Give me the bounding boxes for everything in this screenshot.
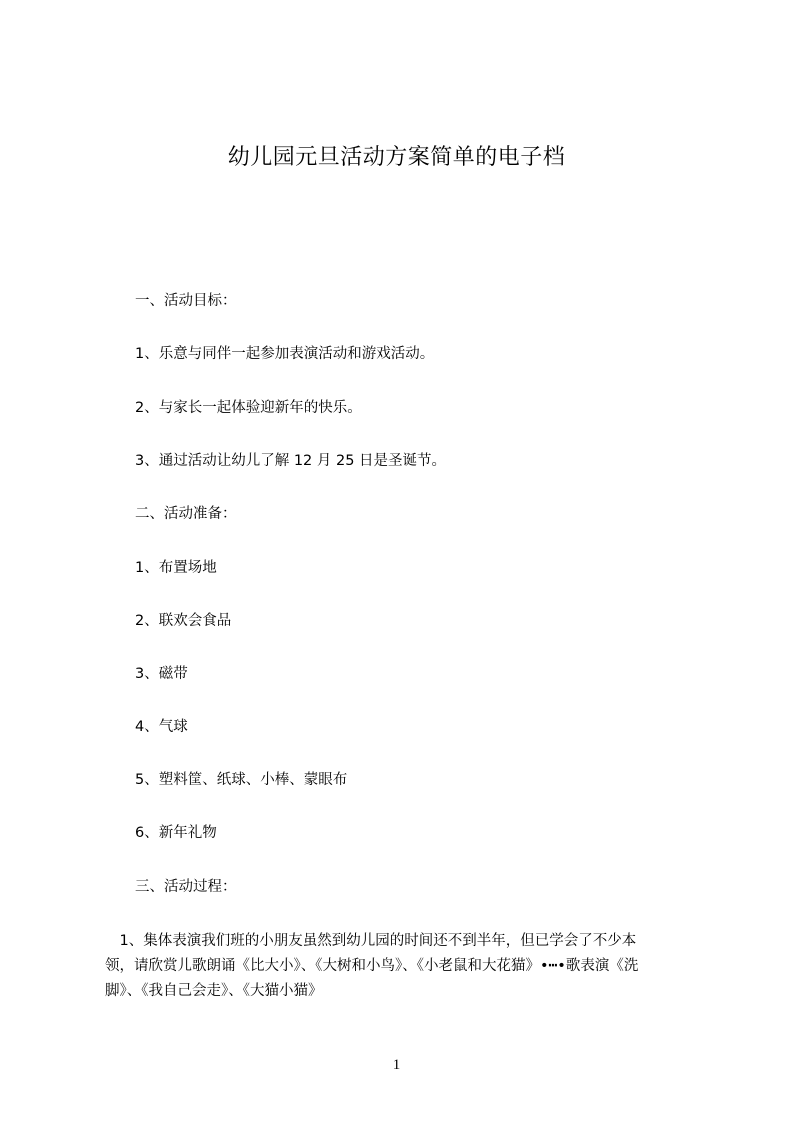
paragraph-line: 领，请欣赏儿歌朗诵《比大小》、《大树和小鸟》、《小老鼠和大花猫》•┅•歌表演《洗 [105, 958, 639, 974]
goal-item-1: 1、乐意与同伴一起参加表演活动和游戏活动。 [135, 346, 435, 362]
document-title: 幼儿园元旦活动方案简单的电子档 [227, 145, 566, 170]
prep-item-1: 1、布置场地 [135, 560, 217, 576]
paragraph-line: 脚》、《我自己会走》、《大猫小猫》 [105, 983, 323, 999]
prep-item-2: 2、联欢会食品 [135, 613, 232, 629]
process-paragraph [105, 929, 725, 1004]
section-heading-process: 三、活动过程： [135, 879, 237, 895]
page-number: 1 [392, 1057, 401, 1073]
goal-item-2: 2、与家长一起体验迎新年的快乐。 [135, 400, 362, 416]
section-heading-preparation: 二、活动准备： [135, 506, 237, 522]
prep-item-3: 3、磁带 [135, 666, 188, 682]
prep-item-4: 4、气球 [135, 719, 188, 735]
paragraph-line: 1、集体表演我们班的小朋友虽然到幼儿园的时间还不到半年，但已学会了不少本 [105, 933, 637, 949]
section-heading-goals: 一、活动目标： [135, 293, 237, 309]
prep-item-6: 6、新年礼物 [135, 825, 217, 841]
goal-item-3: 3、通过活动让幼儿了解 12 月 25 日是圣诞节。 [135, 453, 447, 469]
prep-item-5: 5、塑料筐、纸球、小棒、蒙眼布 [135, 772, 348, 788]
